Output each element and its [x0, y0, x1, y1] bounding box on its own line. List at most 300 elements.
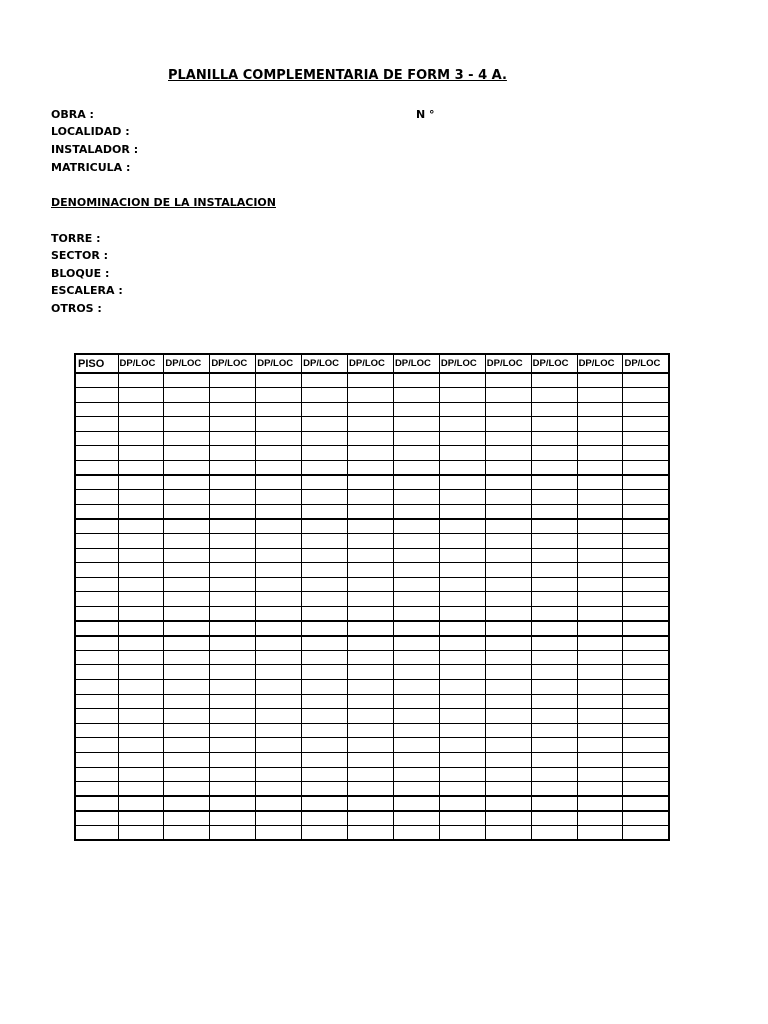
dp-loc-cell[interactable]	[118, 694, 164, 709]
dp-loc-cell[interactable]	[577, 534, 623, 549]
dp-loc-cell[interactable]	[485, 811, 531, 826]
dp-loc-cell[interactable]	[393, 548, 439, 563]
dp-loc-cell[interactable]	[393, 796, 439, 811]
dp-loc-cell[interactable]	[302, 402, 348, 417]
dp-loc-cell[interactable]	[439, 636, 485, 651]
dp-loc-cell[interactable]	[485, 446, 531, 461]
dp-loc-cell[interactable]	[577, 825, 623, 840]
dp-loc-cell[interactable]	[439, 388, 485, 403]
dp-loc-cell[interactable]	[210, 490, 256, 505]
dp-loc-cell[interactable]	[485, 796, 531, 811]
dp-loc-cell[interactable]	[393, 679, 439, 694]
dp-loc-cell[interactable]	[256, 607, 302, 622]
dp-loc-cell[interactable]	[531, 738, 577, 753]
dp-loc-cell[interactable]	[485, 825, 531, 840]
dp-loc-cell[interactable]	[623, 431, 669, 446]
dp-loc-cell[interactable]	[577, 665, 623, 680]
dp-loc-cell[interactable]	[164, 402, 210, 417]
dp-loc-cell[interactable]	[164, 796, 210, 811]
dp-loc-cell[interactable]	[531, 650, 577, 665]
dp-loc-cell[interactable]	[348, 752, 394, 767]
dp-loc-cell[interactable]	[439, 519, 485, 534]
dp-loc-cell[interactable]	[256, 709, 302, 724]
dp-loc-cell[interactable]	[256, 504, 302, 519]
dp-loc-cell[interactable]	[485, 534, 531, 549]
dp-loc-cell[interactable]	[348, 402, 394, 417]
dp-loc-cell[interactable]	[302, 548, 348, 563]
dp-loc-cell[interactable]	[485, 402, 531, 417]
dp-loc-cell[interactable]	[164, 752, 210, 767]
dp-loc-cell[interactable]	[577, 388, 623, 403]
dp-loc-cell[interactable]	[531, 723, 577, 738]
dp-loc-cell[interactable]	[302, 373, 348, 388]
dp-loc-cell[interactable]	[577, 796, 623, 811]
dp-loc-cell[interactable]	[164, 577, 210, 592]
dp-loc-cell[interactable]	[210, 782, 256, 797]
dp-loc-cell[interactable]	[256, 665, 302, 680]
dp-loc-cell[interactable]	[439, 446, 485, 461]
dp-loc-cell[interactable]	[348, 504, 394, 519]
dp-loc-cell[interactable]	[393, 650, 439, 665]
dp-loc-cell[interactable]	[577, 563, 623, 578]
dp-loc-cell[interactable]	[623, 563, 669, 578]
dp-loc-cell[interactable]	[531, 373, 577, 388]
dp-loc-cell[interactable]	[348, 373, 394, 388]
piso-cell[interactable]	[75, 417, 118, 432]
dp-loc-cell[interactable]	[164, 650, 210, 665]
dp-loc-cell[interactable]	[485, 548, 531, 563]
dp-loc-cell[interactable]	[577, 782, 623, 797]
dp-loc-cell[interactable]	[623, 752, 669, 767]
dp-loc-cell[interactable]	[256, 825, 302, 840]
dp-loc-cell[interactable]	[164, 475, 210, 490]
dp-loc-cell[interactable]	[623, 373, 669, 388]
dp-loc-cell[interactable]	[118, 709, 164, 724]
dp-loc-cell[interactable]	[118, 621, 164, 636]
piso-cell[interactable]	[75, 811, 118, 826]
dp-loc-cell[interactable]	[393, 825, 439, 840]
dp-loc-cell[interactable]	[210, 738, 256, 753]
dp-loc-cell[interactable]	[118, 431, 164, 446]
dp-loc-cell[interactable]	[118, 461, 164, 476]
dp-loc-cell[interactable]	[118, 811, 164, 826]
dp-loc-cell[interactable]	[485, 636, 531, 651]
dp-loc-cell[interactable]	[623, 461, 669, 476]
dp-loc-cell[interactable]	[210, 723, 256, 738]
dp-loc-cell[interactable]	[439, 592, 485, 607]
dp-loc-cell[interactable]	[210, 592, 256, 607]
dp-loc-cell[interactable]	[302, 679, 348, 694]
dp-loc-cell[interactable]	[302, 811, 348, 826]
dp-loc-cell[interactable]	[393, 694, 439, 709]
dp-loc-cell[interactable]	[164, 373, 210, 388]
dp-loc-cell[interactable]	[439, 534, 485, 549]
dp-loc-cell[interactable]	[485, 563, 531, 578]
dp-loc-cell[interactable]	[485, 767, 531, 782]
dp-loc-cell[interactable]	[164, 563, 210, 578]
dp-loc-cell[interactable]	[393, 767, 439, 782]
dp-loc-cell[interactable]	[393, 738, 439, 753]
dp-loc-cell[interactable]	[623, 796, 669, 811]
dp-loc-cell[interactable]	[302, 650, 348, 665]
dp-loc-cell[interactable]	[348, 519, 394, 534]
dp-loc-cell[interactable]	[439, 679, 485, 694]
dp-loc-cell[interactable]	[256, 519, 302, 534]
dp-loc-cell[interactable]	[210, 665, 256, 680]
dp-loc-cell[interactable]	[348, 431, 394, 446]
dp-loc-cell[interactable]	[439, 738, 485, 753]
dp-loc-cell[interactable]	[302, 519, 348, 534]
piso-cell[interactable]	[75, 738, 118, 753]
dp-loc-cell[interactable]	[577, 607, 623, 622]
piso-cell[interactable]	[75, 825, 118, 840]
dp-loc-cell[interactable]	[393, 402, 439, 417]
dp-loc-cell[interactable]	[256, 490, 302, 505]
dp-loc-cell[interactable]	[531, 709, 577, 724]
dp-loc-cell[interactable]	[302, 417, 348, 432]
dp-loc-cell[interactable]	[302, 461, 348, 476]
dp-loc-cell[interactable]	[164, 607, 210, 622]
dp-loc-cell[interactable]	[531, 534, 577, 549]
dp-loc-cell[interactable]	[302, 825, 348, 840]
dp-loc-cell[interactable]	[485, 417, 531, 432]
dp-loc-cell[interactable]	[577, 417, 623, 432]
dp-loc-cell[interactable]	[531, 811, 577, 826]
dp-loc-cell[interactable]	[118, 373, 164, 388]
dp-loc-cell[interactable]	[577, 431, 623, 446]
dp-loc-cell[interactable]	[348, 738, 394, 753]
dp-loc-cell[interactable]	[302, 431, 348, 446]
dp-loc-cell[interactable]	[348, 825, 394, 840]
dp-loc-cell[interactable]	[164, 490, 210, 505]
dp-loc-cell[interactable]	[164, 694, 210, 709]
dp-loc-cell[interactable]	[118, 738, 164, 753]
dp-loc-cell[interactable]	[439, 825, 485, 840]
dp-loc-cell[interactable]	[164, 548, 210, 563]
dp-loc-cell[interactable]	[348, 636, 394, 651]
dp-loc-cell[interactable]	[348, 709, 394, 724]
dp-loc-cell[interactable]	[623, 665, 669, 680]
dp-loc-cell[interactable]	[210, 402, 256, 417]
dp-loc-cell[interactable]	[118, 796, 164, 811]
dp-loc-cell[interactable]	[118, 723, 164, 738]
dp-loc-cell[interactable]	[256, 446, 302, 461]
dp-loc-cell[interactable]	[531, 431, 577, 446]
dp-loc-cell[interactable]	[393, 417, 439, 432]
piso-cell[interactable]	[75, 402, 118, 417]
dp-loc-cell[interactable]	[118, 767, 164, 782]
dp-loc-cell[interactable]	[393, 621, 439, 636]
dp-loc-cell[interactable]	[164, 461, 210, 476]
dp-loc-cell[interactable]	[302, 709, 348, 724]
dp-loc-cell[interactable]	[439, 563, 485, 578]
dp-loc-cell[interactable]	[439, 461, 485, 476]
piso-cell[interactable]	[75, 752, 118, 767]
dp-loc-cell[interactable]	[439, 504, 485, 519]
dp-loc-cell[interactable]	[302, 767, 348, 782]
dp-loc-cell[interactable]	[439, 577, 485, 592]
piso-cell[interactable]	[75, 563, 118, 578]
dp-loc-cell[interactable]	[623, 402, 669, 417]
dp-loc-cell[interactable]	[164, 782, 210, 797]
dp-loc-cell[interactable]	[623, 592, 669, 607]
dp-loc-cell[interactable]	[256, 461, 302, 476]
dp-loc-cell[interactable]	[210, 767, 256, 782]
dp-loc-cell[interactable]	[348, 534, 394, 549]
dp-loc-cell[interactable]	[118, 592, 164, 607]
dp-loc-cell[interactable]	[302, 636, 348, 651]
dp-loc-cell[interactable]	[164, 504, 210, 519]
dp-loc-cell[interactable]	[623, 607, 669, 622]
dp-loc-cell[interactable]	[393, 563, 439, 578]
dp-loc-cell[interactable]	[439, 490, 485, 505]
dp-loc-cell[interactable]	[577, 504, 623, 519]
dp-loc-cell[interactable]	[118, 504, 164, 519]
dp-loc-cell[interactable]	[256, 636, 302, 651]
piso-cell[interactable]	[75, 694, 118, 709]
dp-loc-cell[interactable]	[302, 490, 348, 505]
dp-loc-cell[interactable]	[393, 723, 439, 738]
dp-loc-cell[interactable]	[623, 782, 669, 797]
dp-loc-cell[interactable]	[164, 446, 210, 461]
dp-loc-cell[interactable]	[210, 431, 256, 446]
dp-loc-cell[interactable]	[623, 709, 669, 724]
dp-loc-cell[interactable]	[118, 607, 164, 622]
dp-loc-cell[interactable]	[577, 490, 623, 505]
dp-loc-cell[interactable]	[118, 534, 164, 549]
dp-loc-cell[interactable]	[531, 752, 577, 767]
dp-loc-cell[interactable]	[531, 607, 577, 622]
dp-loc-cell[interactable]	[302, 621, 348, 636]
dp-loc-cell[interactable]	[531, 796, 577, 811]
dp-loc-cell[interactable]	[393, 431, 439, 446]
dp-loc-cell[interactable]	[348, 679, 394, 694]
dp-loc-cell[interactable]	[577, 679, 623, 694]
dp-loc-cell[interactable]	[577, 752, 623, 767]
dp-loc-cell[interactable]	[439, 767, 485, 782]
dp-loc-cell[interactable]	[393, 490, 439, 505]
dp-loc-cell[interactable]	[577, 738, 623, 753]
dp-loc-cell[interactable]	[118, 490, 164, 505]
dp-loc-cell[interactable]	[577, 577, 623, 592]
dp-loc-cell[interactable]	[531, 446, 577, 461]
dp-loc-cell[interactable]	[302, 475, 348, 490]
dp-loc-cell[interactable]	[348, 577, 394, 592]
dp-loc-cell[interactable]	[485, 373, 531, 388]
dp-loc-cell[interactable]	[348, 388, 394, 403]
dp-loc-cell[interactable]	[348, 563, 394, 578]
dp-loc-cell[interactable]	[118, 417, 164, 432]
dp-loc-cell[interactable]	[393, 752, 439, 767]
dp-loc-cell[interactable]	[210, 796, 256, 811]
dp-loc-cell[interactable]	[302, 752, 348, 767]
dp-loc-cell[interactable]	[393, 519, 439, 534]
dp-loc-cell[interactable]	[531, 767, 577, 782]
dp-loc-cell[interactable]	[531, 782, 577, 797]
dp-loc-cell[interactable]	[485, 782, 531, 797]
dp-loc-cell[interactable]	[439, 782, 485, 797]
dp-loc-cell[interactable]	[118, 752, 164, 767]
dp-loc-cell[interactable]	[210, 709, 256, 724]
dp-loc-cell[interactable]	[210, 446, 256, 461]
piso-cell[interactable]	[75, 504, 118, 519]
dp-loc-cell[interactable]	[393, 592, 439, 607]
dp-loc-cell[interactable]	[577, 519, 623, 534]
dp-loc-cell[interactable]	[348, 811, 394, 826]
dp-loc-cell[interactable]	[164, 738, 210, 753]
dp-loc-cell[interactable]	[531, 548, 577, 563]
dp-loc-cell[interactable]	[118, 563, 164, 578]
dp-loc-cell[interactable]	[393, 577, 439, 592]
dp-loc-cell[interactable]	[393, 461, 439, 476]
dp-loc-cell[interactable]	[256, 752, 302, 767]
dp-loc-cell[interactable]	[531, 490, 577, 505]
dp-loc-cell[interactable]	[439, 621, 485, 636]
dp-loc-cell[interactable]	[302, 577, 348, 592]
dp-loc-cell[interactable]	[439, 694, 485, 709]
dp-loc-cell[interactable]	[577, 767, 623, 782]
piso-cell[interactable]	[75, 548, 118, 563]
dp-loc-cell[interactable]	[393, 607, 439, 622]
dp-loc-cell[interactable]	[485, 738, 531, 753]
dp-loc-cell[interactable]	[256, 694, 302, 709]
dp-loc-cell[interactable]	[623, 504, 669, 519]
dp-loc-cell[interactable]	[210, 621, 256, 636]
dp-loc-cell[interactable]	[393, 534, 439, 549]
dp-loc-cell[interactable]	[393, 782, 439, 797]
piso-cell[interactable]	[75, 519, 118, 534]
piso-cell[interactable]	[75, 446, 118, 461]
dp-loc-cell[interactable]	[393, 504, 439, 519]
dp-loc-cell[interactable]	[164, 621, 210, 636]
dp-loc-cell[interactable]	[531, 679, 577, 694]
dp-loc-cell[interactable]	[577, 650, 623, 665]
dp-loc-cell[interactable]	[348, 461, 394, 476]
dp-loc-cell[interactable]	[118, 388, 164, 403]
dp-loc-cell[interactable]	[210, 752, 256, 767]
dp-loc-cell[interactable]	[256, 417, 302, 432]
dp-loc-cell[interactable]	[531, 636, 577, 651]
dp-loc-cell[interactable]	[348, 475, 394, 490]
dp-loc-cell[interactable]	[531, 563, 577, 578]
dp-loc-cell[interactable]	[393, 665, 439, 680]
piso-cell[interactable]	[75, 709, 118, 724]
dp-loc-cell[interactable]	[577, 446, 623, 461]
piso-cell[interactable]	[75, 621, 118, 636]
piso-cell[interactable]	[75, 636, 118, 651]
dp-loc-cell[interactable]	[164, 519, 210, 534]
dp-loc-cell[interactable]	[256, 475, 302, 490]
dp-loc-cell[interactable]	[485, 490, 531, 505]
dp-loc-cell[interactable]	[210, 694, 256, 709]
dp-loc-cell[interactable]	[302, 388, 348, 403]
dp-loc-cell[interactable]	[623, 490, 669, 505]
dp-loc-cell[interactable]	[531, 825, 577, 840]
dp-loc-cell[interactable]	[531, 402, 577, 417]
dp-loc-cell[interactable]	[256, 767, 302, 782]
dp-loc-cell[interactable]	[118, 650, 164, 665]
dp-loc-cell[interactable]	[623, 577, 669, 592]
dp-loc-cell[interactable]	[531, 504, 577, 519]
dp-loc-cell[interactable]	[256, 782, 302, 797]
dp-loc-cell[interactable]	[485, 519, 531, 534]
dp-loc-cell[interactable]	[439, 431, 485, 446]
dp-loc-cell[interactable]	[439, 709, 485, 724]
dp-loc-cell[interactable]	[439, 373, 485, 388]
dp-loc-cell[interactable]	[485, 752, 531, 767]
dp-loc-cell[interactable]	[210, 373, 256, 388]
dp-loc-cell[interactable]	[302, 534, 348, 549]
dp-loc-cell[interactable]	[393, 475, 439, 490]
dp-loc-cell[interactable]	[256, 548, 302, 563]
dp-loc-cell[interactable]	[348, 665, 394, 680]
dp-loc-cell[interactable]	[164, 723, 210, 738]
dp-loc-cell[interactable]	[348, 767, 394, 782]
dp-loc-cell[interactable]	[210, 577, 256, 592]
dp-loc-cell[interactable]	[256, 431, 302, 446]
dp-loc-cell[interactable]	[118, 577, 164, 592]
dp-loc-cell[interactable]	[256, 811, 302, 826]
dp-loc-cell[interactable]	[439, 796, 485, 811]
dp-loc-cell[interactable]	[164, 636, 210, 651]
dp-loc-cell[interactable]	[256, 796, 302, 811]
dp-loc-cell[interactable]	[210, 679, 256, 694]
dp-loc-cell[interactable]	[348, 548, 394, 563]
dp-loc-cell[interactable]	[485, 723, 531, 738]
dp-loc-cell[interactable]	[439, 402, 485, 417]
dp-loc-cell[interactable]	[485, 388, 531, 403]
dp-loc-cell[interactable]	[623, 446, 669, 461]
dp-loc-cell[interactable]	[623, 388, 669, 403]
dp-loc-cell[interactable]	[302, 665, 348, 680]
dp-loc-cell[interactable]	[577, 373, 623, 388]
dp-loc-cell[interactable]	[577, 592, 623, 607]
dp-loc-cell[interactable]	[577, 402, 623, 417]
dp-loc-cell[interactable]	[164, 709, 210, 724]
dp-loc-cell[interactable]	[485, 592, 531, 607]
dp-loc-cell[interactable]	[118, 402, 164, 417]
dp-loc-cell[interactable]	[623, 548, 669, 563]
dp-loc-cell[interactable]	[118, 475, 164, 490]
dp-loc-cell[interactable]	[393, 373, 439, 388]
dp-loc-cell[interactable]	[623, 694, 669, 709]
dp-loc-cell[interactable]	[256, 402, 302, 417]
dp-loc-cell[interactable]	[393, 446, 439, 461]
dp-loc-cell[interactable]	[164, 431, 210, 446]
dp-loc-cell[interactable]	[485, 577, 531, 592]
dp-loc-cell[interactable]	[577, 621, 623, 636]
dp-loc-cell[interactable]	[577, 475, 623, 490]
piso-cell[interactable]	[75, 665, 118, 680]
dp-loc-cell[interactable]	[531, 388, 577, 403]
dp-loc-cell[interactable]	[118, 825, 164, 840]
piso-cell[interactable]	[75, 534, 118, 549]
dp-loc-cell[interactable]	[531, 665, 577, 680]
dp-loc-cell[interactable]	[210, 534, 256, 549]
dp-loc-cell[interactable]	[118, 548, 164, 563]
dp-loc-cell[interactable]	[439, 475, 485, 490]
piso-cell[interactable]	[75, 431, 118, 446]
dp-loc-cell[interactable]	[118, 519, 164, 534]
dp-loc-cell[interactable]	[256, 592, 302, 607]
dp-loc-cell[interactable]	[164, 811, 210, 826]
dp-loc-cell[interactable]	[485, 431, 531, 446]
dp-loc-cell[interactable]	[393, 709, 439, 724]
dp-loc-cell[interactable]	[577, 811, 623, 826]
dp-loc-cell[interactable]	[577, 709, 623, 724]
dp-loc-cell[interactable]	[210, 417, 256, 432]
dp-loc-cell[interactable]	[302, 723, 348, 738]
